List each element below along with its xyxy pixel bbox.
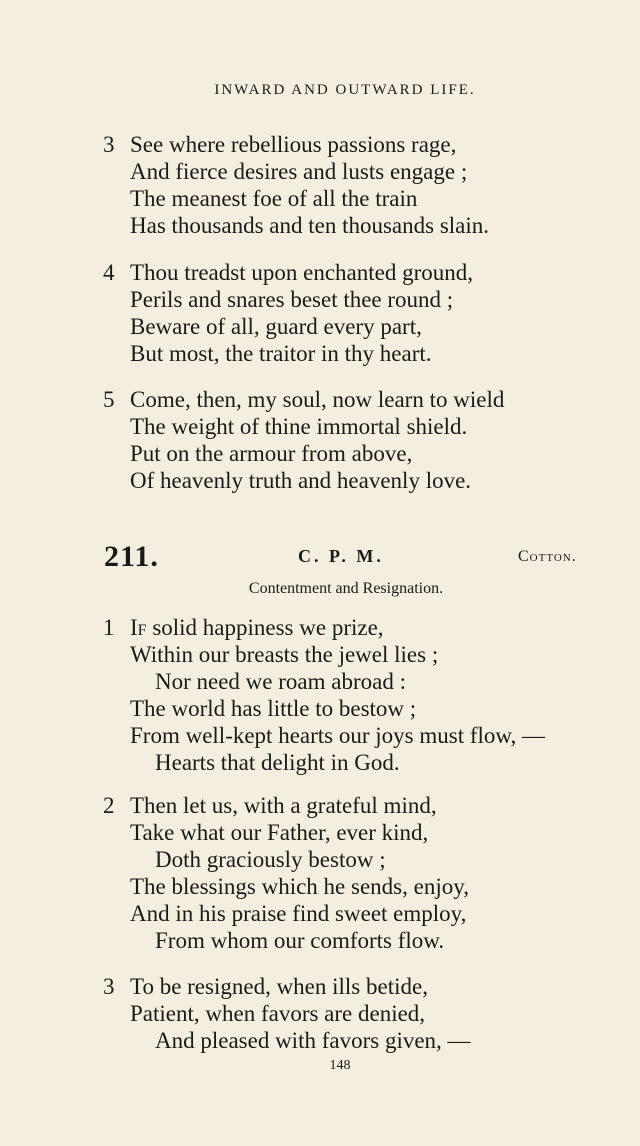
verse-line: Thou treadst upon enchanted ground, (130, 260, 473, 285)
stanza-number: 4 (103, 260, 115, 285)
verse-line: The meanest foe of all the train (130, 186, 418, 211)
verse-line: Come, then, my soul, now learn to wield (130, 387, 505, 412)
verse-line: The blessings which he sends, enjoy, (130, 874, 469, 899)
verse-line: Perils and snares beset thee round ; (130, 287, 454, 312)
verse-line: See where rebellious passions rage, (130, 132, 457, 157)
verse-line: Hearts that delight in God. (155, 750, 400, 775)
verse-line: To be resigned, when ills betide, (130, 974, 428, 999)
verse-line: Has thousands and ten thousands slain. (130, 213, 490, 238)
verse-line: The weight of thine immortal shield. (130, 414, 468, 439)
verse-line: And pleased with favors given, — (155, 1028, 471, 1053)
verse-line: Patient, when favors are denied, (130, 1001, 426, 1026)
verse-line: But most, the traitor in thy heart. (130, 341, 432, 366)
first-line-rest: solid happiness we prize, (146, 615, 384, 640)
verse-line: Take what our Father, ever kind, (130, 820, 429, 845)
running-head: INWARD AND OUTWARD LIFE. (214, 82, 476, 98)
verse-line: And fierce desires and lusts engage ; (130, 159, 468, 184)
tune-name: Cotton. (518, 548, 577, 565)
verse-line: Put on the armour from above, (130, 441, 413, 466)
page-number: 148 (329, 1058, 351, 1073)
hymn-title: Contentment and Resignation. (248, 580, 444, 597)
verse-line: Beware of all, guard every part, (130, 314, 422, 339)
verse-line: Doth graciously bestow ; (155, 847, 386, 872)
hymn-meter: C. P. M. (298, 546, 384, 566)
stanza-number: 1 (103, 615, 115, 640)
verse-line: And in his praise find sweet employ, (130, 901, 467, 926)
verse-line-first (130, 614, 384, 641)
verse-line: From well-kept hearts our joys must flow, — (130, 723, 546, 748)
hymn-number: 211. (104, 540, 159, 573)
verse-line: Then let us, with a grateful mind, (130, 793, 437, 818)
verse-line: Of heavenly truth and heavenly love. (130, 468, 472, 493)
verse-line: The world has little to bestow ; (130, 696, 417, 721)
stanza-number: 5 (103, 387, 115, 412)
verse-line: From whom our comforts flow. (155, 928, 445, 953)
stanza-number: 2 (103, 793, 115, 818)
verse-line: Nor need we roam abroad : (155, 669, 406, 694)
verse-line: Within our breasts the jewel lies ; (130, 642, 439, 667)
stanza-number: 3 (103, 974, 115, 999)
stanza-number: 3 (103, 132, 115, 157)
first-word: If (130, 615, 147, 640)
